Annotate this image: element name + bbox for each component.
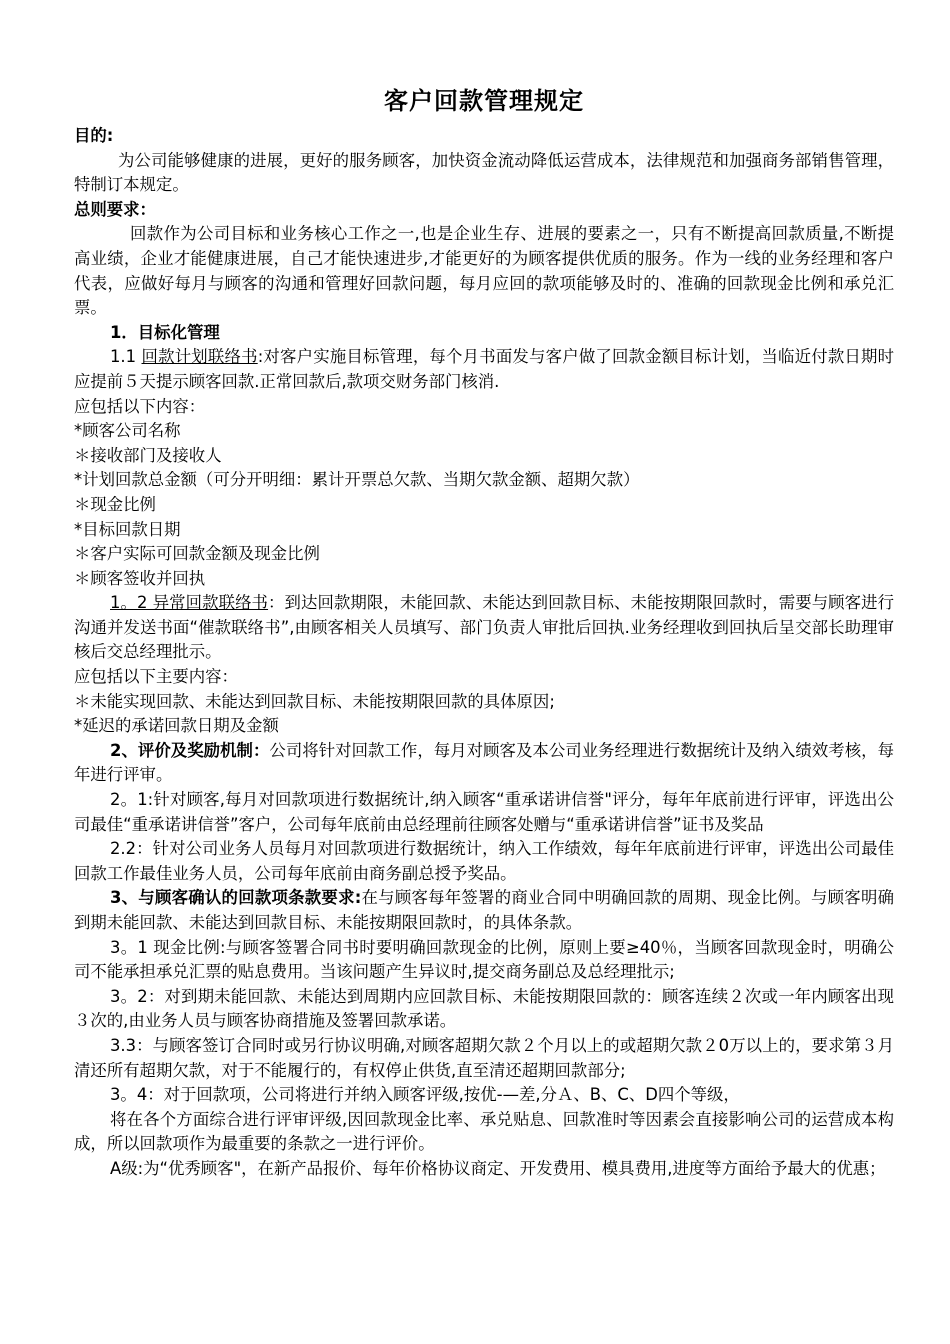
list-item: *目标回款日期 — [74, 519, 181, 539]
list-item: *计划回款总金额（可分开明细：累计开票总欠款、当期欠款金额、超期欠款） — [74, 470, 640, 490]
section-1-2-include-label: 应包括以下主要内容： — [74, 667, 238, 687]
section-1-1-text: :对客户实施目标管理，每个月书面发与客户做了回款金额目标计划，当临近付款日期时应提前５天提示顾客回款.正常回款后,款项交财务部门核消. — [74, 347, 895, 391]
purpose-heading: 目的: — [74, 126, 114, 145]
section-3-4-paragraph: 3。4：对于回款项，公司将进行并纳入顾客评级,按优-—差,分Ａ、B、C、D四个等级， — [110, 1085, 740, 1105]
section-3-text: 在与顾客每年签署的商业合同中明确回款的周期、现金比例。与顾客明确到期未能回款、未能达到回款目标、未能按期限回款时，的具体条款。 — [74, 888, 894, 932]
list-item: *顾客公司名称 — [74, 421, 181, 441]
section-2-text: 公司将针对回款工作，每月对顾客及本公司业务经理进行数据统计及纳入绩效考核，每年进行评审。 — [74, 740, 895, 785]
section-2-heading: 2、评价及奖励机制： — [110, 740, 270, 760]
list-item: ＊接收部门及接收人 — [74, 445, 222, 465]
list-item: *延迟的承诺回款日期及金额 — [74, 716, 279, 736]
section-3-heading: 3、与顾客确认的回款项条款要求: — [110, 888, 362, 908]
section-1-2-paragraph — [74, 591, 894, 665]
section-3-3-paragraph: 3.3：与顾客签订合同时或另行协议明确,对顾客超期欠款２个月以上的或超期欠款２0万以上的，要求第３月清还所有超期欠款，对于不能履行的，有权停止供货,直至清还超期回款部分; — [74, 1035, 894, 1080]
section-3-paragraph — [74, 886, 894, 935]
abnormal-payment-letter-link: 1。2 异常回款联络书 — [110, 593, 269, 613]
section-3-4-detail: 将在各个方面综合进行评审评级,因回款现金比率、承兑贴息、回款准时等因素会直接影响公司的运营成本构成，所以回款项作为最重要的条款之一进行评价。 — [74, 1109, 894, 1154]
list-item: ＊客户实际可回款金额及现金比例 — [74, 544, 320, 564]
section-1-1-include-label: 应包括以下内容： — [74, 396, 206, 416]
section-2-2-paragraph: 2.2：针对公司业务人员每月对回款项进行数据统计，纳入工作绩效，每年年底前进行评审，评选出公司最佳回款工作最佳业务人员，公司每年底前由商务副总授予奖品。 — [74, 839, 894, 883]
list-item: ＊现金比例 — [74, 494, 156, 514]
section-1-heading: 1．目标化管理 — [110, 322, 220, 342]
section-2-1-paragraph: 2。1:针对顾客,每月对回款项进行数据统计,纳入顾客“重承诺讲信誉"评分，每年年底前进行评审，评选出公司最佳“重承诺讲信誉”客户，公司每年底前由总经理前往顾客处赠与“重承诺讲信誉”证书及奖品 — [74, 790, 894, 834]
document-title: 客户回款管理规定 — [384, 87, 584, 115]
general-paragraph: 回款作为公司目标和业务核心工作之一,也是企业生存、进展的要素之一，只有不断提高回款质量,不断提高业绩，企业才能健康进展，自己才能快速进步,才能更好的为顾客提供优质的服务。作为一线的业务经理和客户代表，应做好每月与顾客的沟通和管理好回款问题，每月应回的款项能够及时的、准确的回款现金比例和承兑汇票。 — [74, 224, 894, 318]
grade-a-paragraph: A级:为“优秀顾客"，在新产品报价、每年价格协议商定、开发费用、模具费用,进度等方面给予最大的优惠； — [110, 1158, 886, 1178]
section-3-2-paragraph: 3。2：对到期未能回款、未能达到周期内应回款目标、未能按期限回款的：顾客连续２次或一年内顾客出现３次的,由业务人员与顾客协商措施及签署回款承诺。 — [74, 986, 894, 1031]
purpose-paragraph: 为公司能够健康的进展，更好的服务顾客，加快资金流动降低运营成本，法律规范和加强商务部销售管理，特制订本规定。 — [74, 150, 894, 195]
list-item: ＊顾客签收并回执 — [74, 568, 206, 588]
general-heading: 总则要求： — [74, 199, 156, 219]
section-1-2-text: ：到达回款期限，未能回款、未能达到回款目标、未能按期限回款时，需要与顾客进行沟通并发送书面“催款联络书”,由顾客相关人员填写、部门负责人审批后回执.业务经理收到回执后呈交部长助理审核后交总经理批示。 — [74, 593, 895, 662]
payment-plan-letter-link: 回款计划联络书 — [141, 347, 258, 367]
section-2-paragraph — [74, 739, 894, 788]
section-1-1-paragraph — [74, 345, 894, 394]
section-3-1-paragraph: 3。1 现金比例:与顾客签署合同书时要明确回款现金的比例，原则上要≥40％，当顾客回款现金时，明确公司不能承担承兑汇票的贴息费用。当该问题产生异议时,提交商务副总及总经理批示; — [74, 937, 894, 982]
section-1-1-number: 1.1 — [110, 347, 142, 367]
document-page — [74, 84, 894, 1182]
list-item: ＊未能实现回款、未能达到回款目标、未能按期限回款的具体原因; — [74, 691, 555, 711]
